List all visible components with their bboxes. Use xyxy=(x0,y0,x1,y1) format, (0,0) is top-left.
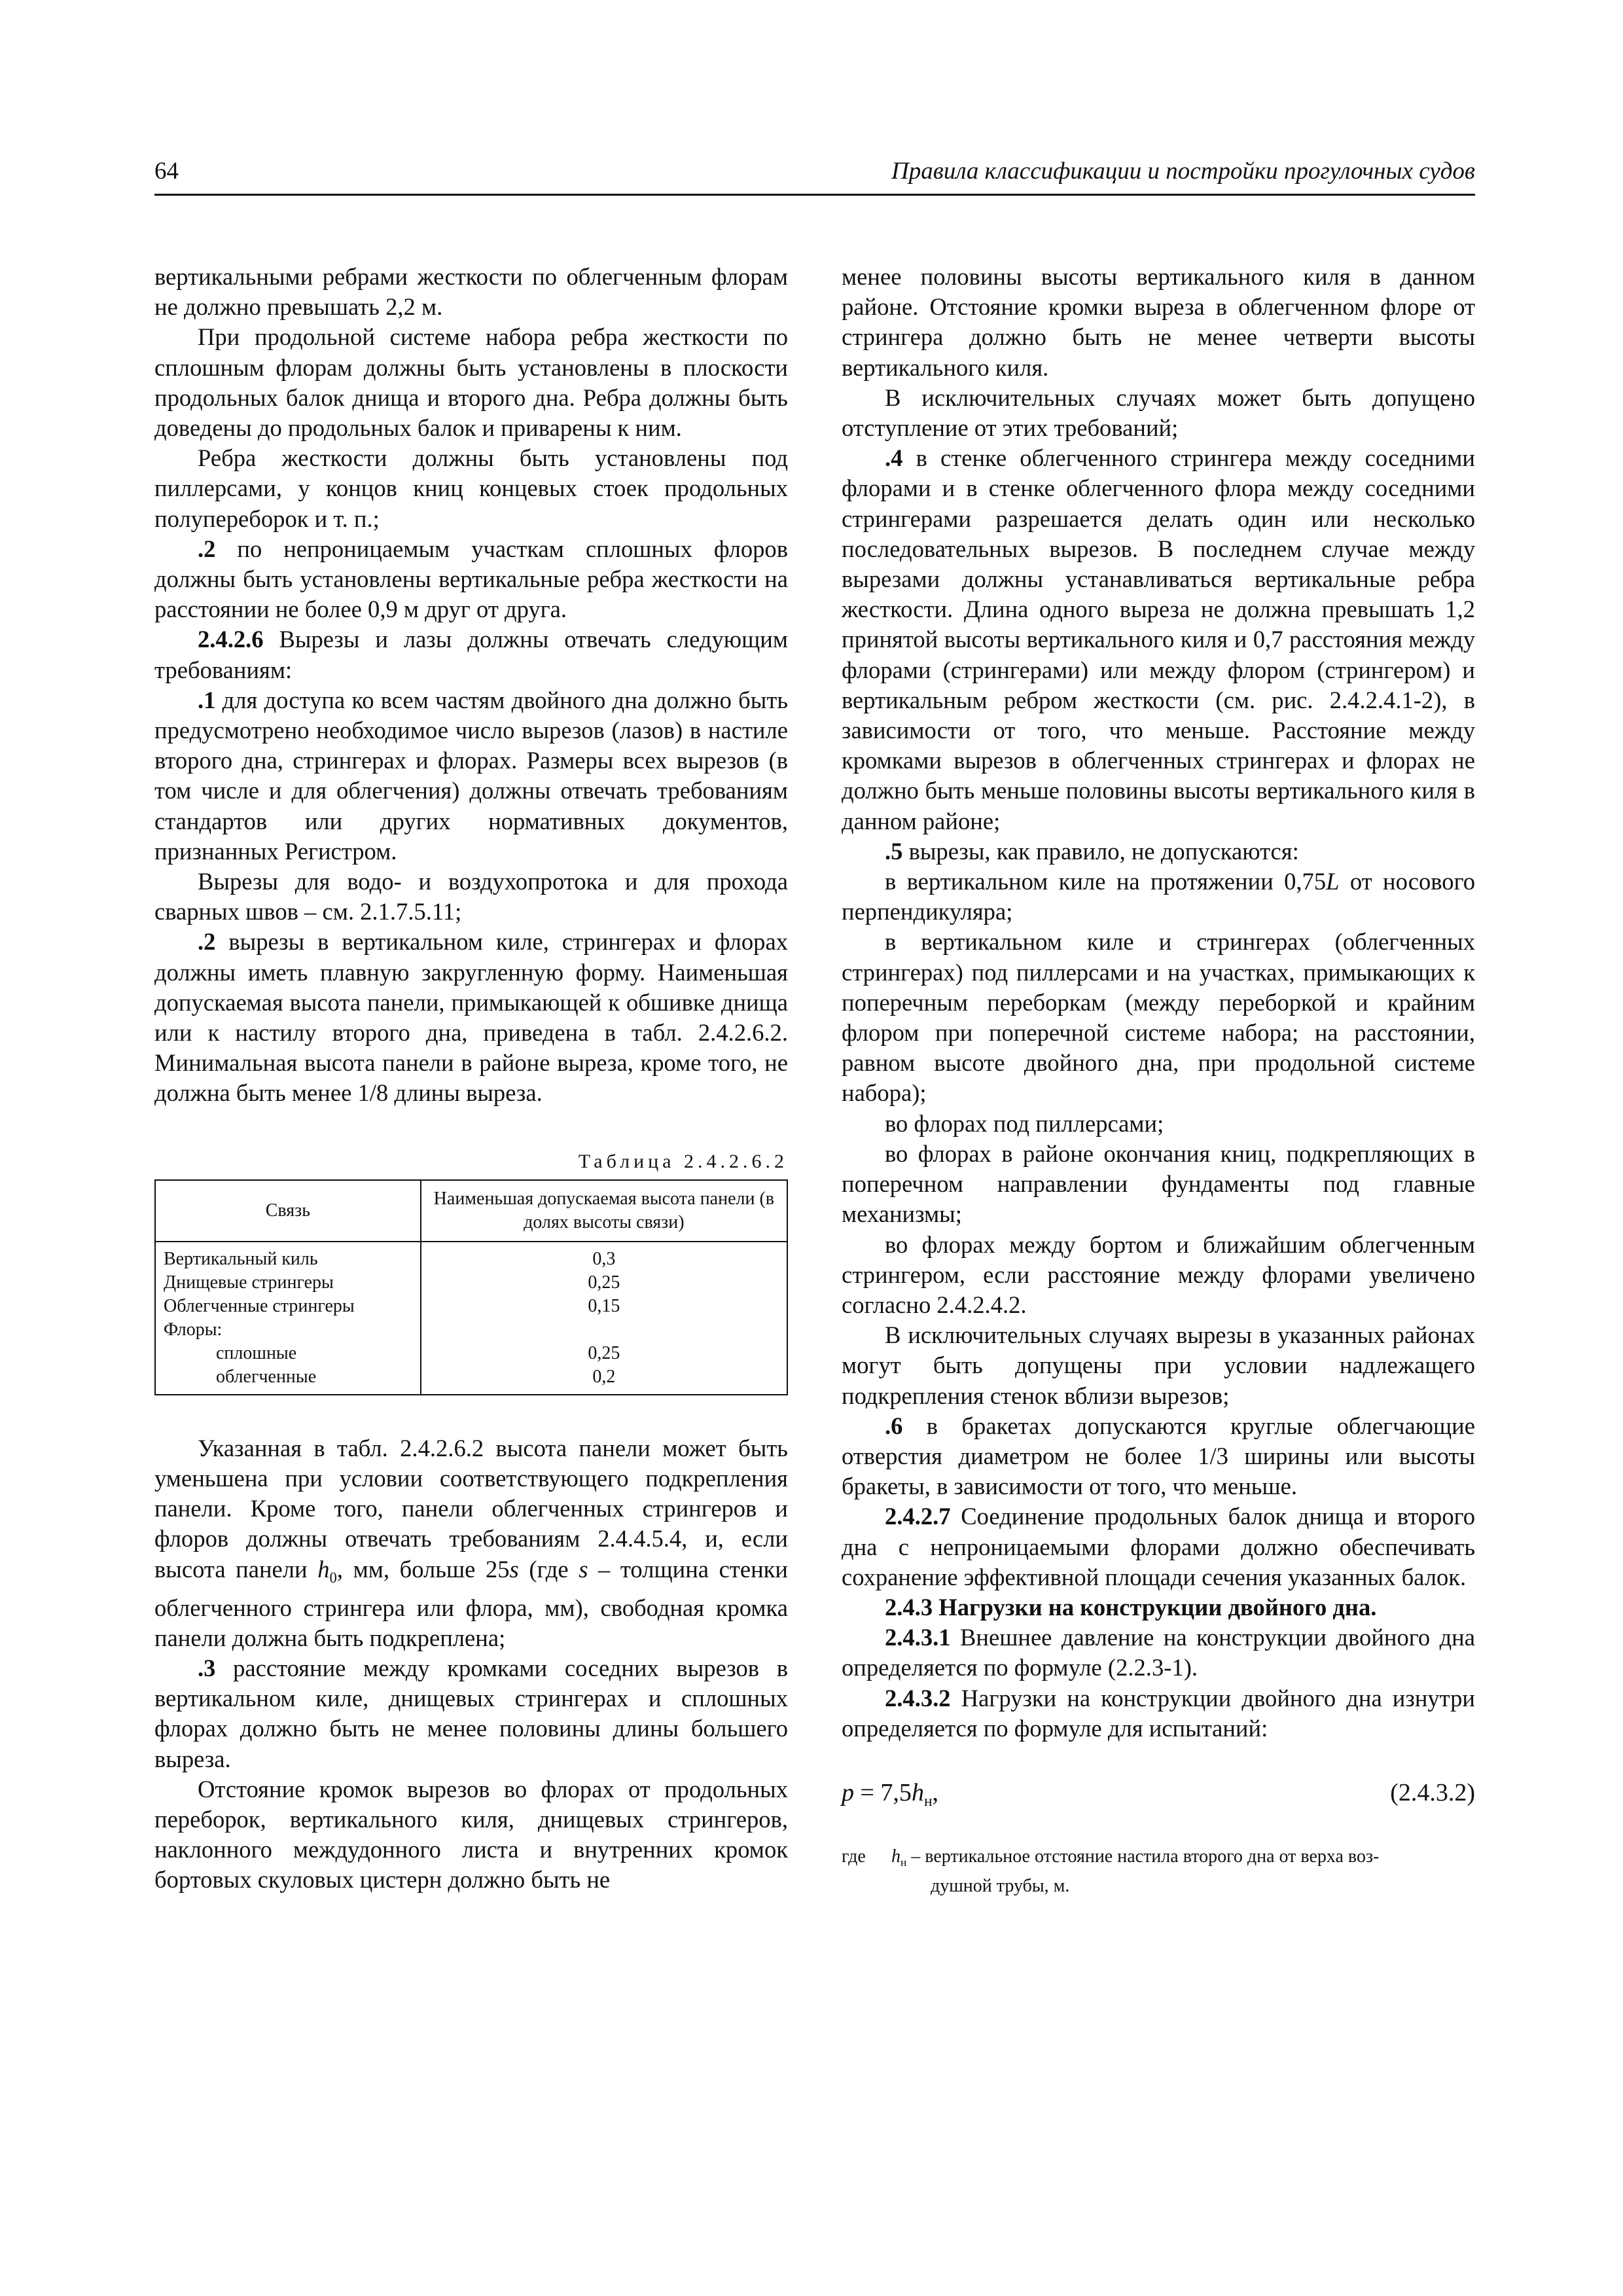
paragraph: вертикальными ребрами жесткости по облегченным флорам не должно превышать 2,2 м. xyxy=(154,263,788,321)
item-number: .2 xyxy=(198,928,216,956)
table-cell: Днищевые стрингеры xyxy=(155,1271,421,1295)
section-heading: 2.4.3 Нагрузки на конструкции двойного дна. xyxy=(885,1593,1377,1621)
paragraph: 2.4.2.6 Вырезы и лазы должны отвечать следующим требованиям: xyxy=(154,626,788,683)
section-number: 2.4.3.2 xyxy=(885,1684,951,1712)
paragraph: .2 по непроницаемым участкам сплошных флоров должны быть установлены вертикальные ребра жесткости на расстоянии не более 0,9 м друг от друга. xyxy=(154,535,788,623)
table-row xyxy=(155,1342,787,1365)
table-header-cell: Связь xyxy=(155,1180,421,1242)
paragraph: В исключительных случаях вырезы в указанных районах могут быть допущены при условии надлежащего подкрепления стенок вблизи вырезов; xyxy=(842,1321,1475,1409)
table-row xyxy=(155,1365,787,1395)
paragraph: 2.4.2.7 Соединение продольных балок днища и второго дна с непроницаемыми флорами должно обеспечивать сохранение эффективной площади сечения указанных балок. xyxy=(842,1503,1475,1590)
table-cell: облегченные xyxy=(155,1365,421,1395)
page-header xyxy=(154,157,1475,196)
table-cell: 0,15 xyxy=(421,1295,787,1318)
paragraph: в вертикальном киле на протяжении 0,75L от носового перпендикуляра; xyxy=(842,868,1475,925)
table-cell: 0,3 xyxy=(421,1242,787,1271)
formula-expression: $p = 7,5h_н$, xyxy=(842,1778,939,1810)
table-row xyxy=(155,1242,787,1271)
item-number: .4 xyxy=(885,444,903,472)
paragraph: Указанная в табл. 2.4.2.6.2 высота панели может быть уменьшена при условии соответствующего подкрепления панели. Кроме того, панели облегченных стрингеров и флоров должны отвечать требованиям 2.4.4.5.4, и, если высота панели $h_0$, мм, больше 25s (где s – толщина стенки облегченного стрингера или флора, мм), свободная кромка панели должна быть подкреплена; xyxy=(154,1434,789,1651)
table-header-cell: Наименьшая допускаемая высота панели (в долях высоты связи) xyxy=(421,1180,787,1242)
table-caption: Таблица 2.4.2.6.2 xyxy=(578,1150,788,1172)
table-cell: 0,25 xyxy=(421,1271,787,1295)
paragraph: 2.4.3.2 Нагрузки на конструкции двойного дна изнутри определяется по формуле для испытаний: xyxy=(842,1684,1475,1742)
section-number: 2.4.2.7 xyxy=(885,1503,951,1530)
section-number: 2.4.3.1 xyxy=(885,1624,951,1651)
paragraph: В исключительных случаях может быть допущено отступление от этих требований; xyxy=(842,384,1475,442)
section-number: 2.4.2.6 xyxy=(198,626,264,653)
formula-number: (2.4.3.2) xyxy=(1390,1778,1475,1806)
left-column xyxy=(154,262,788,1895)
table-row xyxy=(155,1318,787,1342)
paragraph: .3 расстояние между кромками соседних вырезов в вертикальном киле, днищевых стрингерах и сплошных флорах должно быть не менее половины длины большего выреза. xyxy=(154,1655,788,1772)
paragraph: .5 вырезы, как правило, не допускаются: xyxy=(885,837,1299,865)
paragraph: менее половины высоты вертикального киля в данном районе. Отстояние кромки выреза в облегченном флоре от стрингера должно быть не менее четверти высоты вертикального киля. xyxy=(842,263,1475,381)
paragraph: При продольной системе набора ребра жесткости по сплошным флорам должны быть установлены в плоскости продольных балок днища и второго дна. Ребра должны быть доведены до продольных балок и приварены к ним. xyxy=(154,323,788,442)
item-number: .2 xyxy=(198,535,216,562)
item-number: .3 xyxy=(198,1655,216,1682)
item-number: .5 xyxy=(885,837,903,865)
table-cell: Флоры: xyxy=(155,1318,421,1342)
item-number: .6 xyxy=(885,1412,903,1439)
table-header-row xyxy=(155,1180,787,1242)
item-number: .1 xyxy=(198,686,216,713)
table-cell: Вертикальный киль xyxy=(155,1242,421,1271)
page-number: 64 xyxy=(154,158,179,185)
paragraph: во флорах под пиллерсами; xyxy=(885,1109,1164,1137)
right-column xyxy=(842,262,1475,1898)
table-cell: 0,2 xyxy=(421,1365,787,1395)
table-cell xyxy=(421,1318,787,1342)
paragraph: в вертикальном киле и стрингерах (облегченных стрингерах) под пиллерсами и на участках, примыкающих к поперечным переборкам (между переборкой и крайним флором при поперечной системе набора; на расстоянии, равном высоте двойного дна, при продольной системе набора); xyxy=(842,928,1475,1107)
paragraph: во флорах между бортом и ближайшим облегченным стрингером, если расстояние между флорами увеличено согласно 2.4.2.4.2. xyxy=(842,1230,1475,1318)
table-cell: 0,25 xyxy=(421,1342,787,1365)
paragraph: 2.4.3.1 Внешнее давление на конструкции двойного дна определяется по формуле (2.2.3-1). xyxy=(842,1624,1475,1681)
paragraph: .4 в стенке облегченного стрингера между соседними флорами и в стенке облегченного флора между соседними стрингерами разрешается делать один или несколько последовательных вырезов. В последнем случае между вырезами должны устанавливаться вертикальные ребра жесткости. Длина одного выреза не должна превышать 1,2 принятой высоты вертикального киля и 0,7 расстояния между флорами (стрингерами) или между флором (стрингером) и вертикальным ребром жесткости (см. рис. 2.4.2.4.1-2), в зависимости от того, что меньше. Расстояние между кромками вырезов в облегченных стрингерах и флорах не должно быть меньше половины высоты вертикального киля в данном районе; xyxy=(842,444,1475,834)
table-cell: сплошные xyxy=(155,1342,421,1365)
running-title: Правила классификации и постройки прогулочных судов xyxy=(891,158,1475,185)
table-row xyxy=(155,1271,787,1295)
paragraph: .1 для доступа ко всем частям двойного дна должно быть предусмотрено необходимое число вырезов (лазов) в настиле второго дна, стрингерах и флорах. Размеры всех вырезов (в том числе и для облегчения) должны отвечать требованиям стандартов или других нормативных документов, признанных Регистром. xyxy=(154,686,788,865)
formula-note: где $h_н$ – вертикальное отстояние настила второго дна от верха воз- душной трубы, м. xyxy=(842,1845,1475,1898)
paragraph: во флорах в районе окончания книц, подкрепляющих в поперечном направлении фундаменты под главные механизмы; xyxy=(842,1139,1475,1228)
paragraph: .6 в бракетах допускаются круглые облегчающие отверстия диаметром не более 1/3 ширины или высоты бракеты, в зависимости от того, что меньше. xyxy=(842,1412,1475,1500)
table-row xyxy=(155,1295,787,1318)
note-where: где xyxy=(842,1846,866,1867)
table-cell: Облегченные стрингеры xyxy=(155,1295,421,1318)
formula xyxy=(842,1778,1475,1816)
data-table xyxy=(154,1179,788,1395)
paragraph: Вырезы для водо- и воздухопротока и для прохода сварных швов – см. 2.1.7.5.11; xyxy=(154,868,788,925)
paragraph: Отстояние кромок вырезов во флорах от продольных переборок, вертикального киля, днищевых стрингеров, наклонного междудонного листа и внутренних кромок бортовых скуловых цистерн должно быть не xyxy=(154,1775,788,1893)
paragraph: .2 вырезы в вертикальном киле, стрингерах и флорах должны иметь плавную закругленную форму. Наименьшая допускаемая высота панели, примыкающей к обшивке днища или к настилу второго дна, приведена в табл. 2.4.2.6.2. Минимальная высота панели в районе выреза, кроме того, не должна быть менее 1/8 длины выреза. xyxy=(154,928,788,1107)
paragraph: Ребра жесткости должны быть установлены под пиллерсами, у концов книц концевых стоек продольных полупереборок и т. п.; xyxy=(154,444,788,532)
